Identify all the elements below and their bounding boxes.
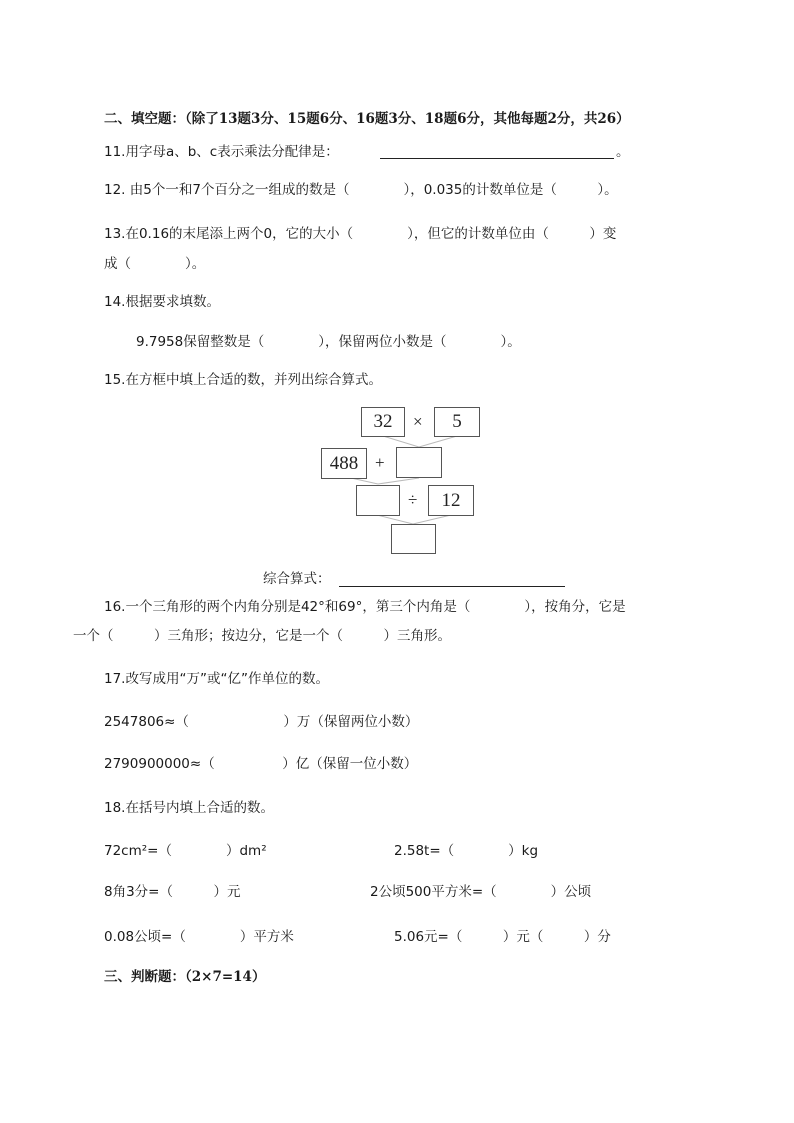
- q15-box-result[interactable]: [391, 524, 436, 554]
- q15-times-sign: ×: [413, 412, 423, 431]
- question-14-title: 14.根据要求填数。: [104, 294, 220, 310]
- q15-box-12: 12: [428, 485, 474, 516]
- question-18-row2-right: 2公顷500平方米=（ ）公顷: [370, 884, 592, 900]
- question-18-row1-right: 2.58t=（ ）kg: [394, 843, 539, 859]
- q15-box-blank-1[interactable]: [396, 447, 442, 478]
- q15-divide-sign: ÷: [408, 490, 418, 509]
- question-15-title: 15.在方框中填上合适的数，并列出综合算式。: [104, 372, 382, 388]
- q15-box-blank-2[interactable]: [356, 485, 400, 516]
- question-16-line2: 一个（ ）三角形；按边分，它是一个（ ）三角形。: [73, 628, 451, 644]
- question-17-a: 2547806≈（ ）万（保留两位小数）: [104, 714, 419, 730]
- q15-box-5: 5: [434, 407, 480, 437]
- q15-box-32: 32: [361, 407, 405, 437]
- q11-text: 11.用字母a、b、c表示乘法分配律是：: [104, 144, 339, 160]
- q15-box-488: 488: [321, 448, 367, 479]
- question-18-row3-right: 5.06元=（ ）元（ ）分: [394, 929, 611, 945]
- question-12: 12. 由5个一和7个百分之一组成的数是（ ），0.035的计数单位是（ ）。: [104, 182, 618, 198]
- question-18-title: 18.在括号内填上合适的数。: [104, 800, 274, 816]
- question-17-title: 17.改写成用“万”或“亿”作单位的数。: [104, 671, 329, 687]
- question-14-line: 9.7958保留整数是（ ），保留两位小数是（ ）。: [136, 334, 521, 350]
- q15-plus-sign: +: [375, 453, 385, 472]
- question-16-line1: 16.一个三角形的两个内角分别是42°和69°，第三个内角是（ ），按角分，它是: [104, 599, 626, 615]
- section-3-title: 三、判断题：（2×7=14）: [104, 969, 266, 985]
- q15-formula-label: 综合算式：: [263, 571, 331, 587]
- question-18-row1-left: 72cm²=（ ）dm²: [104, 843, 267, 859]
- section-2-title: 二、填空题：（除了13题3分、15题6分、16题3分、18题6分，其他每题2分，共26）: [104, 111, 630, 127]
- q11-end: 。: [616, 144, 630, 160]
- q15-formula-line[interactable]: [339, 586, 565, 587]
- question-17-b: 2790900000≈（ ）亿（保留一位小数）: [104, 756, 418, 772]
- question-13-line2: 成（ ）。: [104, 256, 206, 272]
- question-13-line1: 13.在0.16的末尾添上两个0，它的大小（ ），但它的计数单位由（ ）变: [104, 226, 617, 242]
- question-18-row3-left: 0.08公顷=（ ）平方米: [104, 929, 294, 945]
- question-18-row2-left: 8角3分=（ ）元: [104, 884, 241, 900]
